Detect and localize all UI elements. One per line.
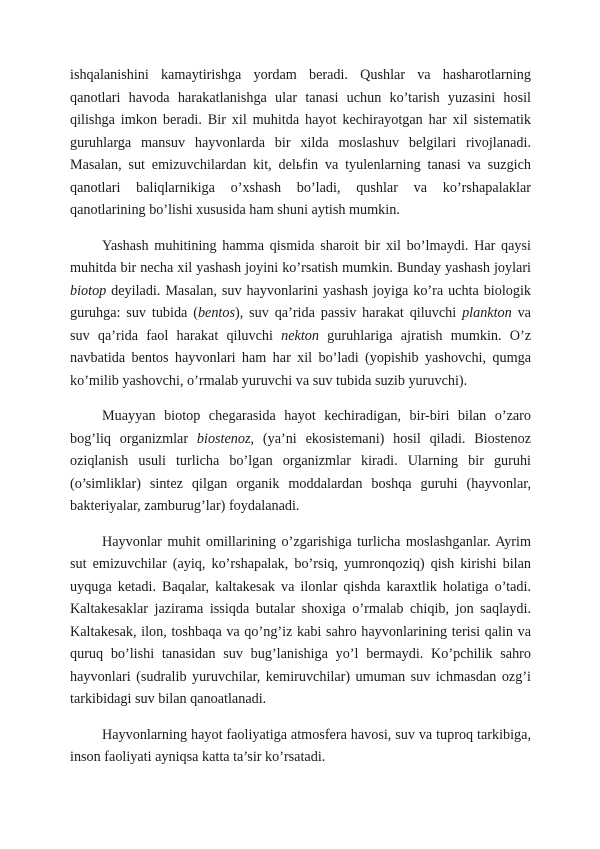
text-segment: ishqalanishini kamaytirishga yordam beradi. Qushlar va hasharotlarning qanotlari havoda harakatlanishga ular tanasi uchun ko’tarish yuzasini hosil qilishga imkon beradi. Bir xil muhitda hayot kechirayotgan har xil sistematik guruhlarga mansuv hayvonlarda bir xilda moslashuv belgilari rivojlanadi. Masalan, sut emizuvchilardan kit, delьfin va tyulenlarning tanasi va suzgich qanotlari baliqlarnikiga o’xshash bo’ladi, qushlar va ko’rshapalaklar qanotlarining bo’lishi xususida ham shuni aytish mumkin. bbox=[70, 67, 531, 218]
text-segment: Hayvonlarning hayot faoliyatiga atmosfera havosi, suv va tuproq tarkibiga, inson faoliyati ayniqsa katta ta’sir ko’rsatadi. bbox=[70, 726, 531, 765]
document-page bbox=[70, 64, 531, 782]
text-segment: Muayyan biotop chegarasida hayot kechiradigan, bir-biri bilan o’zaro bog’liq organizmlar bbox=[70, 408, 531, 447]
text-segment: guruhlariga ajratish mumkin. O’z navbatida bentos hayvonlari ham har xil bo’ladi (yopishib yashovchi, qumga ko’milib yashovchi, o’rmalab yuruvchi va suv tubida suzib yuruvchi). bbox=[70, 327, 531, 389]
term-nekton: nekton bbox=[281, 327, 319, 344]
text-segment: Yashash muhitining hamma qismida sharoit bir xil bo’lmaydi. Har qaysi muhitda bir necha xil yashash joyini ko’rsatish mumkin. Bunday yashash joylari bbox=[70, 237, 531, 276]
paragraph-2 bbox=[70, 235, 531, 393]
paragraph-4 bbox=[70, 531, 531, 711]
paragraph-5 bbox=[70, 724, 531, 769]
text-segment: va suv qa’rida faol harakat qiluvchi bbox=[70, 305, 531, 344]
term-plankton: plankton bbox=[462, 305, 512, 321]
text-segment: deyiladi. Masalan, suv hayvonlarini yashash joyiga ko’ra uchta biologik guruhga: suv tubida ( bbox=[70, 282, 531, 321]
text-segment: Hayvonlar muhit omillarining o’zgarishiga turlicha moslashganlar. Ayrim sut emizuvchilar (ayiq, ko’rshapalak, bo’rsiq, yumronqoziq) qish kirishi bilan uyquga ketadi. Baqalar, kaltakesak va ilonlar qishda karaxtlik holatiga o’tadi. Kaltakesaklar jazirama issiqda butalar shoxiga o’rmalab chiqib, jon saqlaydi. Kaltakesak, ilon, toshbaqa va qo’ng’iz kabi sahro hayvonlarining terisi qalin va quruq bo’lishi tanasidan suv bug’lanishiga yo’l bermaydi. Ko’pchilik sahro hayvonlari (sudralib yuruvchilar, kemiruvchilar) umuman suv ichmasdan ozg’i tarkibidagi suv bilan qanoatlanadi. bbox=[70, 533, 531, 707]
term-biotop: biotop bbox=[70, 282, 107, 299]
paragraph-3 bbox=[70, 405, 531, 518]
term-biostenoz: biostenoz bbox=[196, 430, 251, 447]
text-segment: , (ya’ni ekosistemani) hosil qiladi. Biostenoz oziqlanish usuli turlicha bo’lgan organizmlar kiradi. Ularning bir guruhi (o’simliklar) sintez qilgan organik moddalardan boshqa guruhi (hayvonlar, bakteriyalar, zamburug’lar) foydalanadi. bbox=[70, 430, 531, 514]
text-segment: ), suv qa’rida passiv harakat qiluvchi bbox=[234, 305, 463, 321]
paragraph-1 bbox=[70, 64, 531, 222]
term-bentos: bentos bbox=[197, 305, 235, 321]
